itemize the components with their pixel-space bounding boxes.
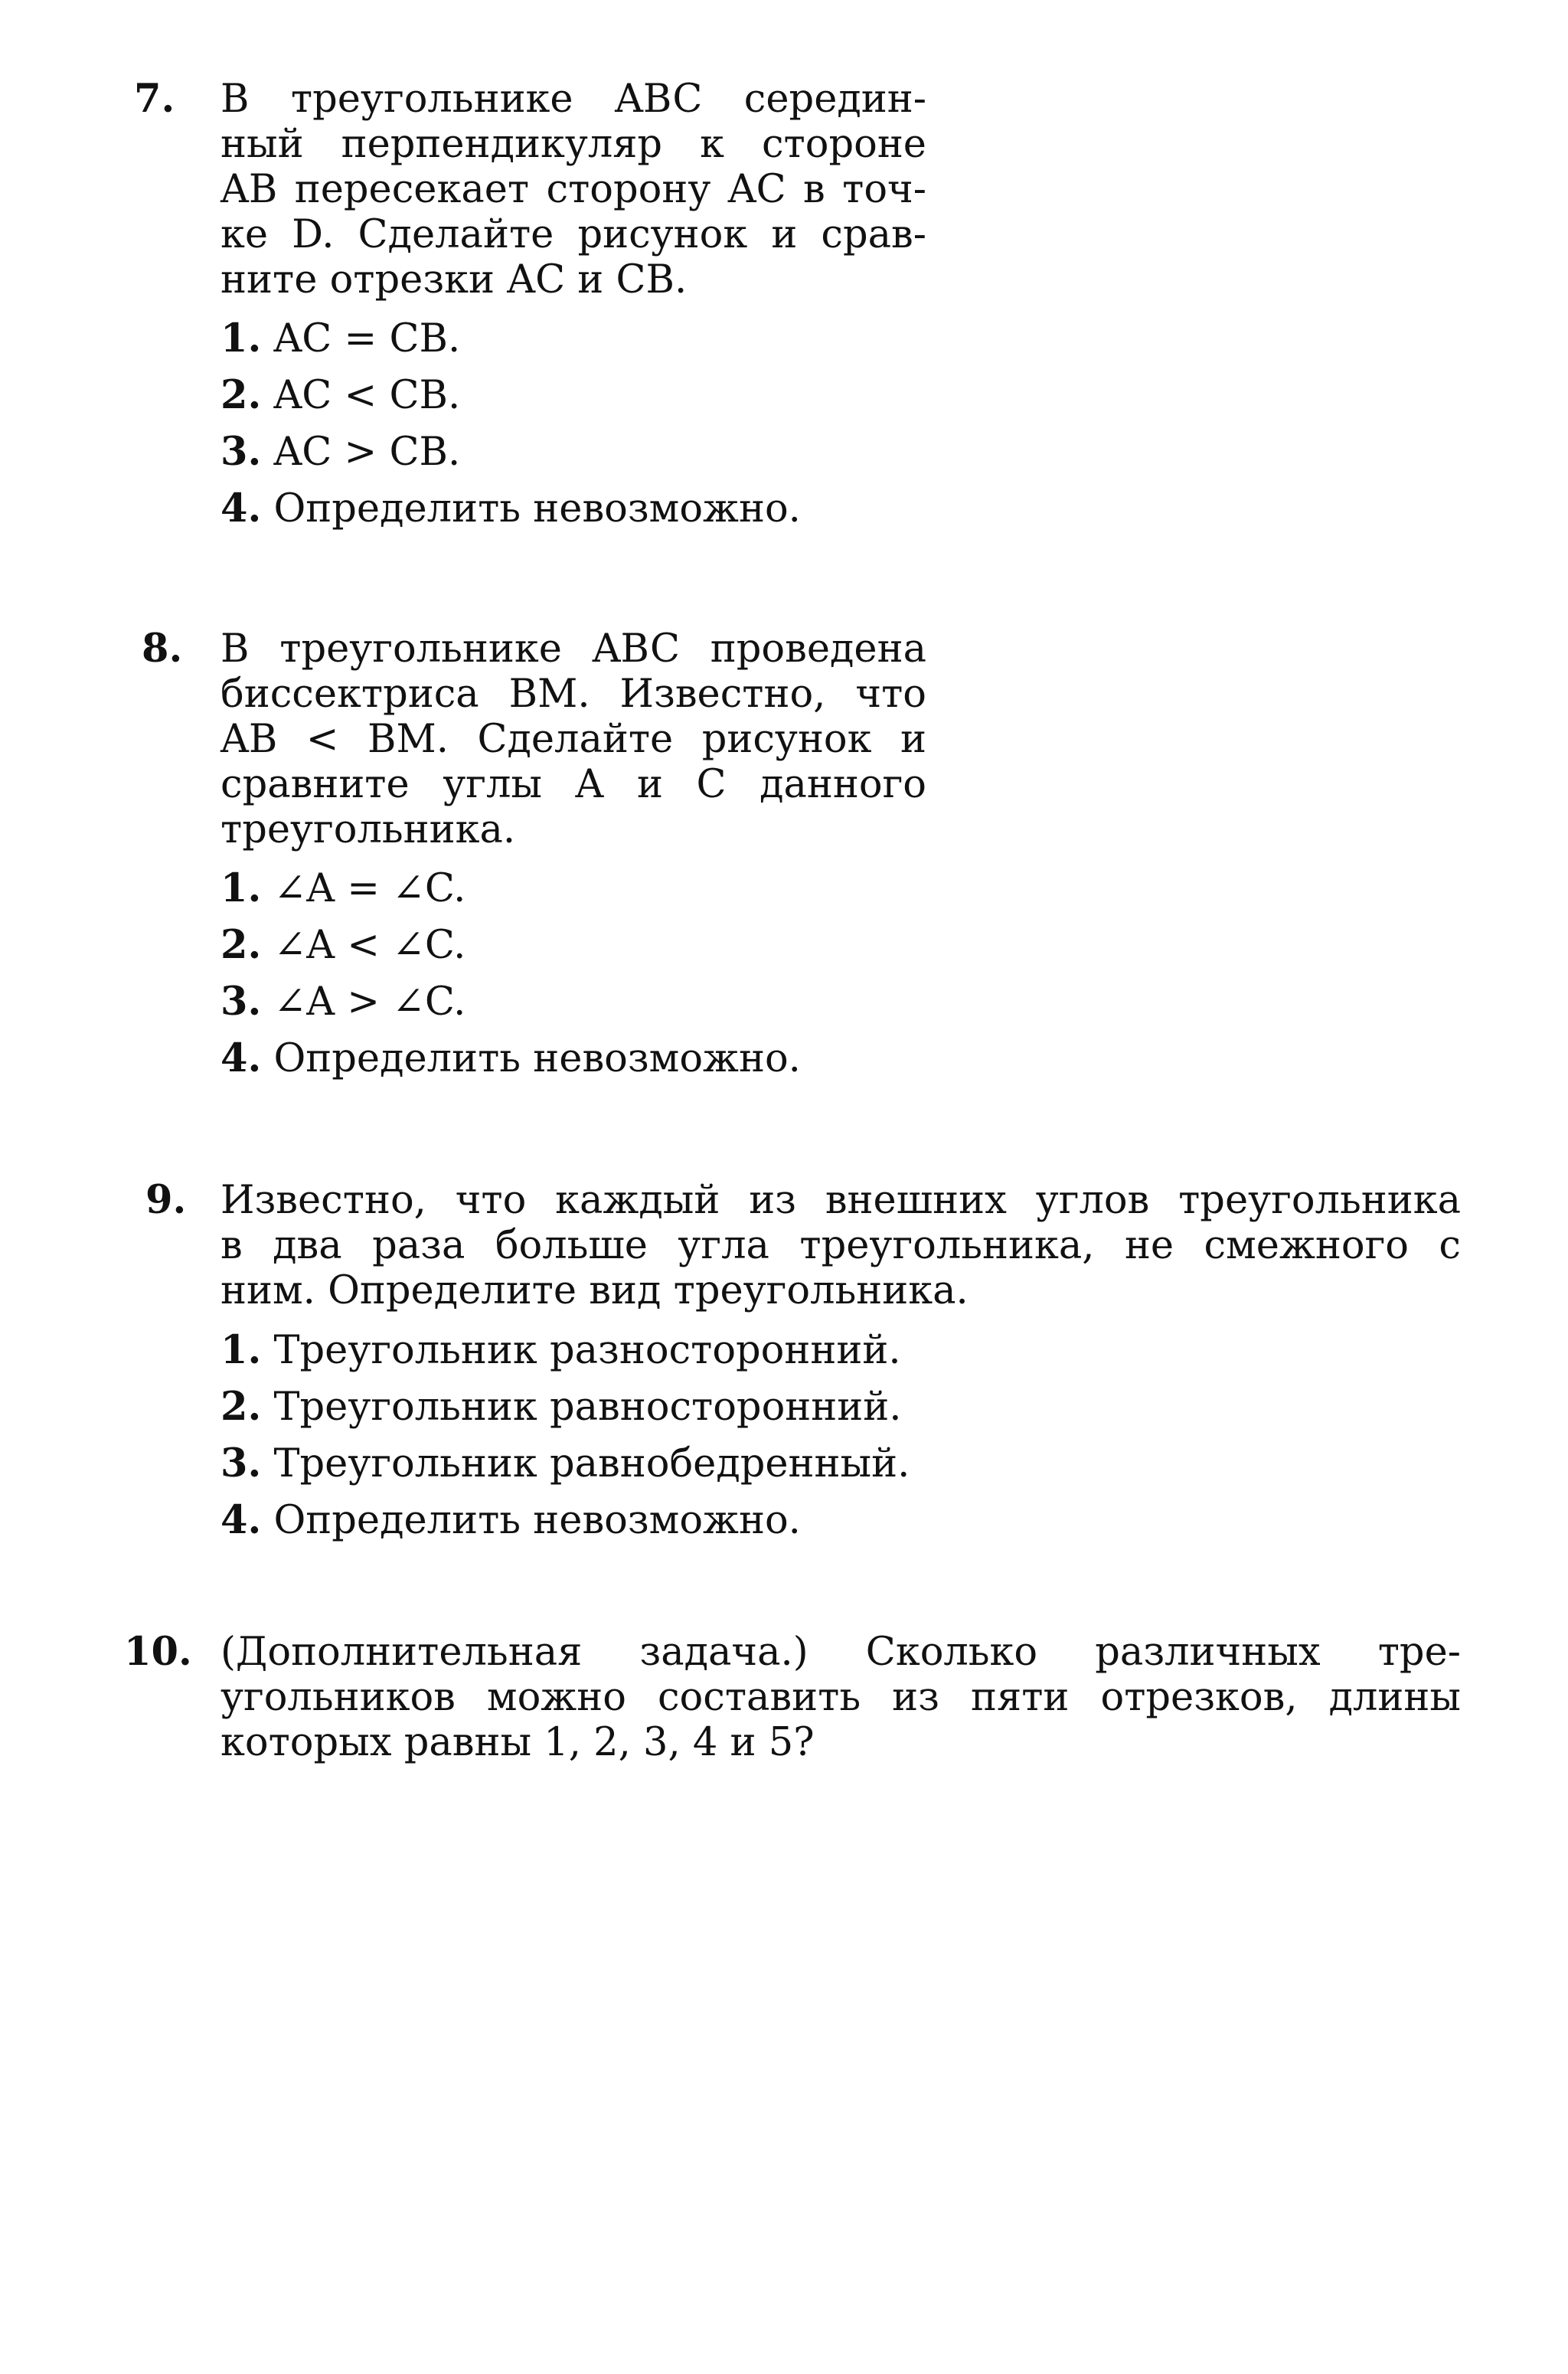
option-text: ∠A < ∠C. — [273, 923, 466, 968]
answer-options — [220, 1322, 910, 1548]
statement-line: ним. Определите вид треугольника. — [220, 1268, 969, 1313]
option-number: 1. — [220, 865, 262, 911]
problem-number: 9. — [145, 1177, 187, 1223]
option-number: 4. — [220, 486, 262, 531]
option-number: 1. — [220, 1327, 262, 1373]
answer-option — [220, 973, 801, 1030]
answer-option — [220, 367, 801, 423]
statement-line: AB < BM. Сделайте рисунок и — [220, 717, 926, 762]
option-text: ∠A > ∠C. — [273, 979, 466, 1025]
statement-line: которых равны 1, 2, 3, 4 и 5? — [220, 1720, 815, 1765]
option-text: AC = CB. — [273, 316, 461, 361]
option-number: 3. — [220, 979, 262, 1025]
answer-option — [220, 1322, 910, 1378]
answer-option — [220, 1435, 910, 1492]
option-number: 2. — [220, 372, 262, 418]
option-number: 4. — [220, 1497, 262, 1543]
statement-line: угольников можно составить из пяти отрезков, длины — [220, 1675, 1461, 1720]
statement-line: ните отрезки AC и CB. — [220, 257, 688, 302]
answer-option — [220, 917, 801, 973]
problem-number: 7. — [134, 76, 175, 122]
statement-line: ке D. Сделайте рисунок и срав- — [220, 212, 926, 257]
option-text: Определить невозможно. — [273, 1498, 801, 1543]
option-number: 4. — [220, 1035, 262, 1081]
answer-option — [220, 310, 801, 367]
option-text: Определить невозможно. — [273, 1036, 801, 1081]
option-text: Треугольник разносторонний. — [273, 1328, 901, 1373]
statement-line: треугольника. — [220, 807, 516, 852]
option-number: 2. — [220, 1384, 262, 1430]
answer-option — [220, 1030, 801, 1087]
answer-option — [220, 423, 801, 480]
statement-line: AB пересекает сторону AC в точ- — [220, 167, 926, 212]
statement-line: ный перпендикуляр к стороне — [220, 122, 926, 167]
answer-option — [220, 480, 801, 537]
statement-line: (Дополнительная задача.) Сколько различных тре- — [220, 1630, 1461, 1675]
answer-options — [220, 310, 801, 537]
statement-line: В треугольнике ABC проведена — [220, 626, 926, 672]
answer-option — [220, 860, 801, 917]
answer-options — [220, 860, 801, 1087]
option-text: Определить невозможно. — [273, 486, 801, 531]
problem-statement — [220, 626, 926, 852]
problem-statement — [220, 1178, 1461, 1313]
statement-line: в два раза больше угла треугольника, не смежного с — [220, 1223, 1461, 1268]
answer-option — [220, 1378, 910, 1435]
statement-line: В треугольнике ABC середин- — [220, 77, 926, 122]
option-number: 3. — [220, 429, 262, 475]
problem-number: 8. — [142, 626, 183, 672]
option-number: 2. — [220, 922, 262, 968]
problem-number: 10. — [124, 1629, 192, 1675]
problem-statement — [220, 77, 926, 302]
statement-line: Известно, что каждый из внешних углов треугольника — [220, 1178, 1461, 1223]
answer-option — [220, 1492, 910, 1548]
option-number: 3. — [220, 1440, 262, 1486]
option-text: Треугольник равнобедренный. — [273, 1441, 910, 1486]
problem-statement — [220, 1630, 1461, 1765]
option-text: AC > CB. — [273, 430, 461, 475]
option-number: 1. — [220, 316, 262, 361]
statement-line: сравните углы A и C данного — [220, 762, 926, 807]
option-text: Треугольник равносторонний. — [273, 1385, 902, 1430]
statement-line: биссектриса BM. Известно, что — [220, 672, 926, 717]
option-text: AC < CB. — [273, 373, 461, 418]
option-text: ∠A = ∠C. — [273, 866, 466, 911]
